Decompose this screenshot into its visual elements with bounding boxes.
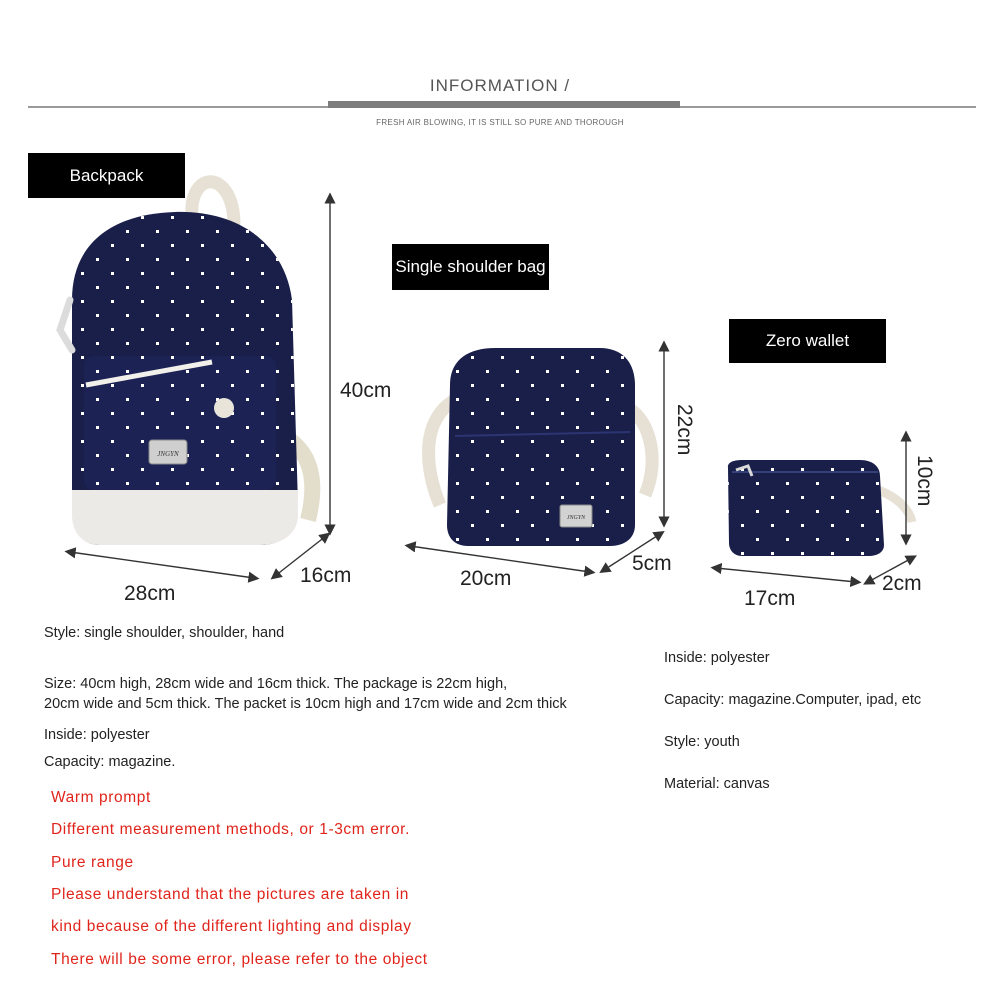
backpack-depth-label: 16cm	[300, 564, 352, 587]
wallet-image	[728, 460, 912, 556]
page-title: INFORMATION /	[429, 76, 571, 95]
wallet-height-label: 10cm	[913, 455, 936, 507]
shoulder-bag-tag-text: JNGYN	[566, 515, 586, 521]
backpack-height-label: 40cm	[340, 379, 392, 402]
spec-right-inside: Inside: polyester	[664, 650, 770, 666]
spec-size-line2: 20cm wide and 5cm thick. The packet is 10cm high and 17cm wide and 2cm thick	[44, 696, 567, 712]
backpack-tag-text: JNGYN	[157, 450, 179, 458]
wallet-width-arrow	[716, 568, 856, 582]
spec-inside: Inside: polyester	[44, 727, 150, 743]
warning-line: Please understand that the pictures are taken in	[51, 886, 409, 903]
spec-capacity: Capacity: magazine.	[44, 754, 176, 770]
spec-right-capacity: Capacity: magazine.Computer, ipad, etc	[664, 692, 922, 708]
wallet-depth-label: 2cm	[882, 572, 922, 595]
spec-right-material: Material: canvas	[664, 776, 770, 792]
wallet-label: Zero wallet	[729, 319, 886, 363]
shoulder-bag-label: Single shoulder bag	[392, 244, 549, 290]
warning-line: There will be some error, please refer to the object	[51, 951, 428, 968]
spec-style: Style: single shoulder, shoulder, hand	[44, 625, 285, 641]
spec-size-line1: Size: 40cm high, 28cm wide and 16cm thick. The package is 22cm high,	[44, 676, 508, 692]
warning-line: Different measurement methods, or 1-3cm error.	[51, 821, 410, 838]
backpack-width-label: 28cm	[124, 582, 176, 605]
warning-line: Pure range	[51, 854, 134, 871]
warning-line: kind because of the different lighting and display	[51, 918, 412, 935]
wallet-width-label: 17cm	[744, 587, 796, 610]
spec-right-style: Style: youth	[664, 734, 740, 750]
shoulder-bag-width-label: 20cm	[460, 567, 512, 590]
shoulder-bag-image	[429, 348, 653, 546]
backpack-width-arrow	[70, 552, 254, 578]
warning-line: Warm prompt	[51, 789, 151, 806]
backpack-label: Backpack	[28, 153, 185, 198]
backpack-image	[60, 182, 312, 545]
page-subtitle: FRESH AIR BLOWING, IT IS STILL SO PURE AND THOROUGH	[376, 118, 624, 127]
shoulder-bag-height-label: 22cm	[673, 404, 696, 456]
shoulder-bag-depth-label: 5cm	[632, 552, 672, 575]
